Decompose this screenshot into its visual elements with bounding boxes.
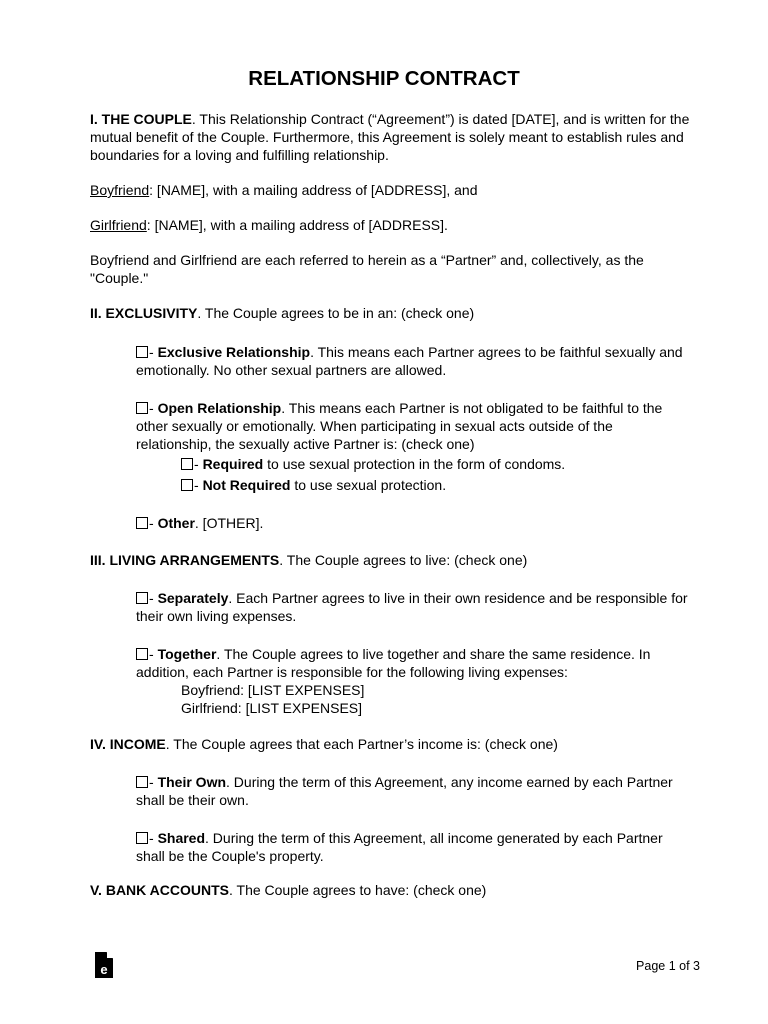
open-checkbox[interactable] xyxy=(136,402,148,414)
option-label: Their Own xyxy=(157,774,227,790)
section-heading-income: IV. INCOME xyxy=(90,736,166,752)
suboption-label: Not Required xyxy=(202,477,291,493)
document-body xyxy=(90,110,690,899)
option-open: - Open Relationship. This means each Partner is not obligated to be faithful to the other sexually or emotionally. When participating in sexual acts outside of the relationship, the sexually active Partner is: (check one) xyxy=(136,400,663,452)
option-label: Shared xyxy=(157,830,206,846)
section-text: . The Couple agrees to live: (check one) xyxy=(279,552,528,568)
couple-definition: Boyfriend and Girlfriend are each referred to herein as a “Partner” and, collectively, as the "Couple." xyxy=(90,252,644,286)
exclusive-checkbox[interactable] xyxy=(136,346,148,358)
suboption-text: to use sexual protection in the form of condoms. xyxy=(263,456,566,472)
section-heading-exclusivity: II. EXCLUSIVITY xyxy=(90,305,198,321)
option-text: . Each Partner agrees to live in their own residence and be responsible for their own living expenses. xyxy=(136,590,688,624)
shared-checkbox[interactable] xyxy=(136,832,148,844)
section-couple-intro xyxy=(90,110,690,164)
their-own-checkbox[interactable] xyxy=(136,776,148,788)
section-income xyxy=(90,735,690,753)
girlfriend-line xyxy=(90,216,690,234)
section-heading-living: III. LIVING ARRANGEMENTS xyxy=(90,552,280,568)
page-number: Page 1 of 3 xyxy=(636,959,700,973)
option-text: . This means each Partner agrees to be faithful sexually and emotionally. No other sexual partners are allowed. xyxy=(136,344,683,378)
separately-checkbox[interactable] xyxy=(136,592,148,604)
option-label: Separately xyxy=(157,590,229,606)
section-bank-accounts xyxy=(90,881,690,899)
option-other: - Other. [OTHER]. xyxy=(136,514,690,532)
section-heading-couple: I. THE COUPLE xyxy=(90,111,192,127)
suboption-required: - Required to use sexual protection in the form of condoms. xyxy=(181,455,690,473)
document-title: RELATIONSHIP CONTRACT xyxy=(248,67,520,90)
section-text: . The Couple agrees to be in an: (check one) xyxy=(197,305,475,321)
section-exclusivity xyxy=(90,304,690,322)
option-their-own: - Their Own. During the term of this Agreement, any income earned by each Partner shall be their own. xyxy=(136,774,673,808)
option-label: Open Relationship xyxy=(157,400,282,416)
option-text: . [OTHER]. xyxy=(194,515,264,531)
option-label: Other xyxy=(157,515,195,531)
option-exclusive: - Exclusive Relationship. This means each Partner agrees to be faithful sexually and emotionally. No other sexual partners are allowed. xyxy=(136,344,683,378)
section-text: . The Couple agrees to have: (check one) xyxy=(228,882,487,898)
svg-text:e: e xyxy=(100,962,108,977)
boyfriend-label: Boyfriend xyxy=(90,182,150,198)
option-text: . During the term of this Agreement, all income generated by each Partner shall be the Couple's property. xyxy=(136,830,663,864)
document-e-logo-icon xyxy=(93,951,115,979)
expense-girlfriend: Girlfriend: [LIST EXPENSES] xyxy=(181,700,363,716)
suboption-text: to use sexual protection. xyxy=(290,477,447,493)
suboption-label: Required xyxy=(202,456,264,472)
option-separately: - Separately. Each Partner agrees to live in their own residence and be responsible for their own living expenses. xyxy=(136,590,688,624)
option-label: Exclusive Relationship xyxy=(157,344,311,360)
option-text: . The Couple agrees to live together and share the same residence. In addition, each Partner is responsible for the following living expenses: xyxy=(136,646,651,680)
required-checkbox[interactable] xyxy=(181,458,193,470)
option-text: . This means each Partner is not obligated to be faithful to the other sexually or emotionally. When participating in sexual acts outside of the relationship, the sexually active Partner is: (check one) xyxy=(136,400,663,452)
boyfriend-line xyxy=(90,181,690,199)
option-together: - Together. The Couple agrees to live together and share the same residence. In addition, each Partner is responsible for the following living expenses: xyxy=(136,646,651,680)
section-living-arrangements xyxy=(90,551,690,569)
section-heading-bank: V. BANK ACCOUNTS xyxy=(90,882,229,898)
together-checkbox[interactable] xyxy=(136,648,148,660)
other-checkbox[interactable] xyxy=(136,517,148,529)
suboption-not-required: - Not Required to use sexual protection. xyxy=(181,476,690,494)
section-text: . This Relationship Contract (“Agreement”) is dated [DATE], and is written for the mutual benefit of the Couple. Furthermore, this Agreement is solely meant to establish rules and boundaries for a loving and fulfilling relationship. xyxy=(90,111,690,163)
girlfriend-label: Girlfriend xyxy=(90,217,147,233)
option-label: Together xyxy=(157,646,217,662)
option-shared: - Shared. During the term of this Agreement, all income generated by each Partner shall be the Couple's property. xyxy=(136,830,663,864)
option-text: . During the term of this Agreement, any income earned by each Partner shall be their own. xyxy=(136,774,673,808)
not-required-checkbox[interactable] xyxy=(181,479,193,491)
expense-boyfriend: Boyfriend: [LIST EXPENSES] xyxy=(181,682,365,698)
boyfriend-text: : [NAME], with a mailing address of [ADDRESS], and xyxy=(149,182,478,198)
section-text: . The Couple agrees that each Partner’s income is: (check one) xyxy=(165,736,558,752)
girlfriend-text: : [NAME], with a mailing address of [ADDRESS]. xyxy=(146,217,448,233)
